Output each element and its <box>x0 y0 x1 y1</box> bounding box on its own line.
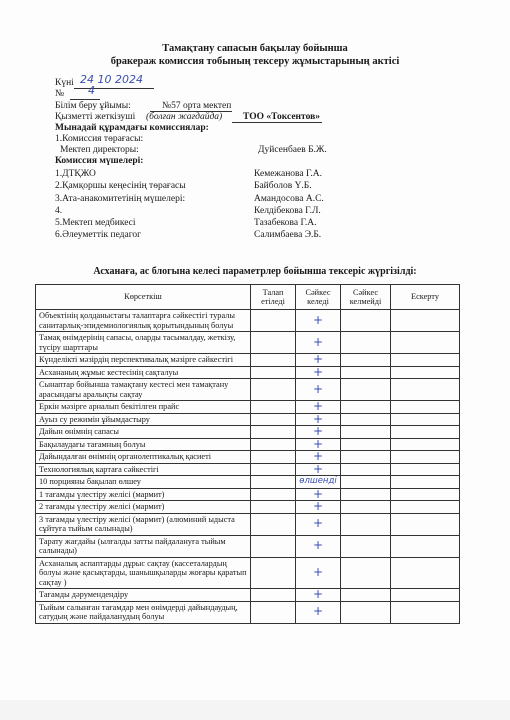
row-mark: өлшенді <box>296 476 341 489</box>
row-label: Объектінің қолданыстағы талаптарға сәйкестігі туралы санитарлық-эпидемиологиялық қорытындының болуы <box>36 310 251 332</box>
table-row <box>36 535 460 557</box>
table-row <box>36 601 460 623</box>
commission-heading: Мынадай құрамдағы комиссиялар: <box>55 123 209 133</box>
supplier-note: (болған жағдайда) <box>146 112 223 122</box>
row-mark: + <box>296 488 341 501</box>
row-mark: + <box>296 557 341 589</box>
row-label: Тамақ өнімдерінің сапасы, оларды тасымалдау, жеткізу, түсіру шарттары <box>36 332 251 354</box>
date-label: Күні <box>55 78 74 88</box>
number-value: 4 <box>88 84 95 97</box>
row-label: Дайын өнімнің сапасы <box>36 426 251 439</box>
supplier-label: Қызметті жеткізуші <box>55 112 136 122</box>
table-row <box>36 488 460 501</box>
row-label: Тыйым салынған тағамдар мен өнімдерді дайындаудың, сатудың және пайдаланудың болуы <box>36 601 251 623</box>
row-mark: + <box>296 601 341 623</box>
header-required: Талап етіледі <box>251 285 296 310</box>
member-role: 1.ДТҚЖО <box>55 169 96 179</box>
row-mark: + <box>296 451 341 464</box>
member-role: 5.Мектеп медбикесі <box>55 218 136 228</box>
row-label: Еркін мәзірге арналып бекітілген прайс <box>36 401 251 414</box>
table-row <box>36 557 460 589</box>
row-label: Күнделікті мәзірдің перспективалық мәзірге сәйкестігі <box>36 354 251 367</box>
table-row <box>36 366 460 379</box>
row-label: Дайындалған өнімнің органолептикалық қасиеті <box>36 451 251 464</box>
table-row <box>36 513 460 535</box>
document-subtitle: бракераж комиссия тобының тексеру жұмыстарының актісі <box>110 56 400 67</box>
number-underline <box>70 99 100 100</box>
header-note: Ескерту <box>391 285 460 310</box>
row-mark: + <box>296 535 341 557</box>
member-role: 6.Әлеуметтік педагог <box>55 230 142 240</box>
school-label: Білім беру ұйымы: <box>55 101 131 111</box>
date-value: 24 10 2024 <box>80 73 143 86</box>
row-label: Тарату жағдайы (ылғалды затты пайдалануға тыйым салынады) <box>36 535 251 557</box>
row-label: 1 тағамды үлестіру желісі (мармит) <box>36 488 251 501</box>
header-indicator: Көрсеткіш <box>36 285 251 310</box>
date-underline <box>74 88 154 89</box>
member-role: 4. <box>55 206 63 216</box>
table-row <box>36 463 460 476</box>
table-header-row <box>36 285 460 310</box>
members-heading: Комиссия мүшелері: <box>55 156 144 166</box>
member-name: Салимбаева Э.Б. <box>254 230 322 240</box>
number-label: № <box>55 89 65 99</box>
row-mark: + <box>296 379 341 401</box>
row-label: Сынаптар бойынша тамақтану кестесі мен тамақтану арасындағы аралықты сақтау <box>36 379 251 401</box>
row-label: Асхананың жұмыс кестесінің сақталуы <box>36 366 251 379</box>
page-bottom-edge <box>0 700 510 720</box>
row-mark: + <box>296 463 341 476</box>
row-label: Технологиялық картаға сәйкестігі <box>36 463 251 476</box>
school-value: №57 орта мектеп <box>162 101 232 111</box>
row-label: Бақылаудағы тағамның болуы <box>36 438 251 451</box>
table-row <box>36 451 460 464</box>
table-row <box>36 426 460 439</box>
member-role: 3.Ата-анакомитетінің мүшелері: <box>55 194 186 204</box>
row-label: Тағамды дәрумендендіру <box>36 589 251 602</box>
member-name: Байболов Ү.Б. <box>254 181 312 191</box>
member-role: 2.Қамқоршы кеңесінің төрағасы <box>55 181 186 191</box>
row-mark: + <box>296 366 341 379</box>
member-name: Тазабекова Г.А. <box>254 218 317 228</box>
table-row <box>36 310 460 332</box>
row-label: 2 тағамды үлестіру желісі (мармит) <box>36 501 251 514</box>
table-row <box>36 354 460 367</box>
header-compliant: Сәйкес келеді <box>296 285 341 310</box>
row-mark: + <box>296 310 341 332</box>
director-name: Дуйсенбаев Б.Ж. <box>258 145 327 155</box>
row-mark: + <box>296 413 341 426</box>
row-mark: + <box>296 513 341 535</box>
row-label: Ауыз су режимін ұйымдастыру <box>36 413 251 426</box>
table-row <box>36 413 460 426</box>
table-row <box>36 501 460 514</box>
supplier-underline <box>232 122 322 123</box>
header-noncompliant: Сәйкес келмейді <box>341 285 391 310</box>
director-label: Мектеп директоры: <box>60 145 139 155</box>
table-row <box>36 476 460 489</box>
member-name: Амандосова А.С. <box>254 194 324 204</box>
table-row <box>36 589 460 602</box>
row-mark: + <box>296 426 341 439</box>
row-mark: + <box>296 332 341 354</box>
table-row <box>36 401 460 414</box>
table-row <box>36 379 460 401</box>
row-label: Асханалық аспаптарды дұрыс сақтау (кассеталардың болуы және қасықтарды, шанышқыларды жоғары қаратып сақтау ) <box>36 557 251 589</box>
section-title: Асханаға, ас блогына келесі параметрлер бойынша тексеріс жүргізілді: <box>93 266 417 277</box>
table-row <box>36 438 460 451</box>
inspection-table <box>35 284 460 624</box>
member-name: Кемежанова Г.А. <box>254 169 323 179</box>
row-mark: + <box>296 438 341 451</box>
row-mark: + <box>296 589 341 602</box>
row-label: 3 тағамды үлестіру желісі (мармит) (алюминий ыдыста сұйтуға тыйым салынады) <box>36 513 251 535</box>
row-mark: + <box>296 354 341 367</box>
row-mark: + <box>296 501 341 514</box>
chair-label: 1.Комиссия төрағасы: <box>55 134 144 144</box>
member-name: Келдібекова Г.Л. <box>254 206 321 216</box>
table-row <box>36 332 460 354</box>
row-label: 10 порцияны бақылап өлшеу <box>36 476 251 489</box>
supplier-value: ТОО «Токсентов» <box>243 112 320 122</box>
document-title: Тамақтану сапасын бақылау бойынша <box>162 43 348 54</box>
row-mark: + <box>296 401 341 414</box>
